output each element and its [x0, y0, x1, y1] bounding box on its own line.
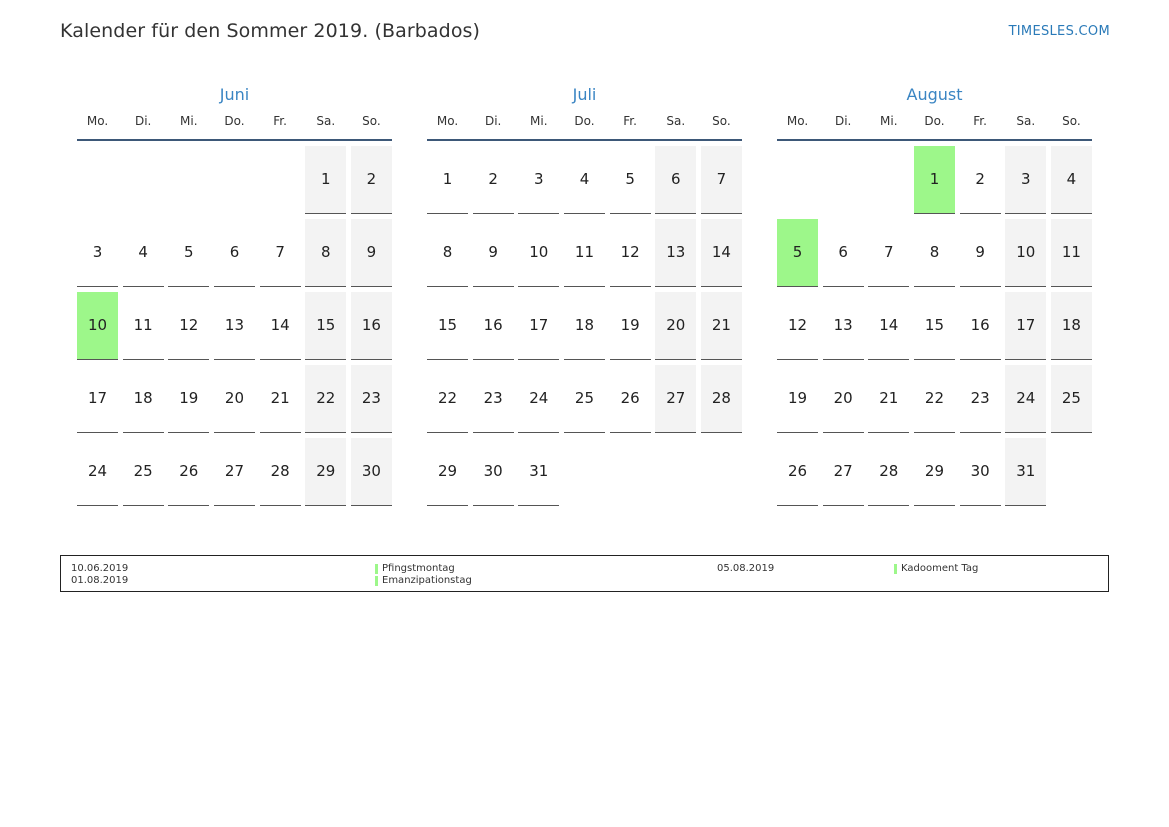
- day-cell: 9: [351, 219, 392, 287]
- weekday-header: [777, 115, 1092, 141]
- day-cell: 8: [305, 219, 346, 287]
- day-cell: 21: [260, 365, 301, 433]
- month-july: [427, 82, 742, 506]
- day-cell-empty: [260, 146, 301, 214]
- day-cell: 11: [564, 219, 605, 287]
- day-cell-empty: [823, 146, 864, 214]
- day-cell: 3: [77, 219, 118, 287]
- day-cell: 22: [305, 365, 346, 433]
- day-cell: 4: [564, 146, 605, 214]
- day-cell: 25: [1051, 365, 1092, 433]
- weekday-label: Fr.: [623, 114, 637, 128]
- legend-dates-right: [717, 563, 774, 575]
- day-cell: 11: [1051, 219, 1092, 287]
- day-cell: 29: [914, 438, 955, 506]
- day-cell: 21: [868, 365, 909, 433]
- legend-names-right: [894, 563, 978, 575]
- month-title: Juni: [219, 85, 250, 104]
- day-cell: 5: [610, 146, 651, 214]
- day-cell: 28: [868, 438, 909, 506]
- day-cell: 15: [305, 292, 346, 360]
- day-cell: 6: [823, 219, 864, 287]
- day-cell: 6: [214, 219, 255, 287]
- weekday-label: Sa.: [316, 114, 336, 128]
- month-title: August: [906, 85, 963, 104]
- day-cell: 13: [214, 292, 255, 360]
- day-cell: 8: [427, 219, 468, 287]
- days-grid: [77, 146, 392, 506]
- day-cell: 14: [701, 219, 742, 287]
- day-cell: 12: [610, 219, 651, 287]
- day-cell: 20: [823, 365, 864, 433]
- weekday-header: [427, 115, 742, 141]
- day-cell-empty: [123, 146, 164, 214]
- day-cell: 12: [168, 292, 209, 360]
- weekday-label: So.: [1062, 114, 1081, 128]
- day-cell: 22: [427, 365, 468, 433]
- day-cell: 25: [123, 438, 164, 506]
- weekday-label: Mo.: [436, 114, 459, 128]
- day-cell-holiday: 10: [77, 292, 118, 360]
- weekday-label: Mi.: [880, 114, 898, 128]
- day-cell-holiday: 5: [777, 219, 818, 287]
- weekday-label: Fr.: [973, 114, 987, 128]
- day-cell: 10: [518, 219, 559, 287]
- day-cell: 28: [260, 438, 301, 506]
- day-cell: 15: [914, 292, 955, 360]
- day-cell: 1: [305, 146, 346, 214]
- day-cell: 29: [427, 438, 468, 506]
- day-cell-empty: [214, 146, 255, 214]
- day-cell: 7: [701, 146, 742, 214]
- legend-date: 01.08.2019: [71, 575, 129, 586]
- weekday-label: So.: [712, 114, 731, 128]
- day-cell: 13: [655, 219, 696, 287]
- day-cell: 1: [427, 146, 468, 214]
- weekday-label: Do.: [924, 114, 945, 128]
- day-cell: 10: [1005, 219, 1046, 287]
- day-cell: 18: [123, 365, 164, 433]
- day-cell: 11: [123, 292, 164, 360]
- weekday-label: Fr.: [273, 114, 287, 128]
- day-cell: 21: [701, 292, 742, 360]
- day-cell: 29: [305, 438, 346, 506]
- day-cell: 14: [868, 292, 909, 360]
- day-cell: 7: [260, 219, 301, 287]
- day-cell-holiday: 1: [914, 146, 955, 214]
- day-cell: 3: [1005, 146, 1046, 214]
- day-cell: 31: [518, 438, 559, 506]
- day-cell: 17: [77, 365, 118, 433]
- day-cell: 2: [351, 146, 392, 214]
- day-cell-empty: [777, 146, 818, 214]
- day-cell: 12: [777, 292, 818, 360]
- day-cell: 27: [823, 438, 864, 506]
- day-cell: 20: [214, 365, 255, 433]
- weekday-label: Mi.: [530, 114, 548, 128]
- day-cell: 25: [564, 365, 605, 433]
- day-cell: 23: [960, 365, 1001, 433]
- weekday-label: So.: [362, 114, 381, 128]
- day-cell: 23: [351, 365, 392, 433]
- day-cell: 9: [473, 219, 514, 287]
- legend-dates-left: [71, 563, 128, 587]
- day-cell: 30: [960, 438, 1001, 506]
- day-cell: 14: [260, 292, 301, 360]
- weekday-label: Mo.: [86, 114, 109, 128]
- weekday-label: Mo.: [786, 114, 809, 128]
- day-cell: 24: [1005, 365, 1046, 433]
- day-cell: 13: [823, 292, 864, 360]
- day-cell: 30: [473, 438, 514, 506]
- day-cell: 19: [168, 365, 209, 433]
- legend-names-left: [375, 563, 472, 587]
- day-cell-empty: [868, 146, 909, 214]
- day-cell: 9: [960, 219, 1001, 287]
- day-cell: 3: [518, 146, 559, 214]
- day-cell-empty: [77, 146, 118, 214]
- legend-date: 10.06.2019: [71, 563, 129, 574]
- day-cell: 16: [351, 292, 392, 360]
- weekday-label: Do.: [224, 114, 245, 128]
- day-cell: 26: [610, 365, 651, 433]
- day-cell: 6: [655, 146, 696, 214]
- day-cell: 17: [518, 292, 559, 360]
- day-cell: 20: [655, 292, 696, 360]
- day-cell: 16: [960, 292, 1001, 360]
- day-cell: 24: [77, 438, 118, 506]
- weekday-label: Di.: [834, 114, 852, 128]
- day-cell: 27: [214, 438, 255, 506]
- day-cell: 2: [960, 146, 1001, 214]
- days-grid: [777, 146, 1092, 506]
- day-cell: 22: [914, 365, 955, 433]
- legend-date: 05.08.2019: [717, 563, 775, 574]
- day-cell: 26: [777, 438, 818, 506]
- day-cell: 27: [655, 365, 696, 433]
- month-june: [77, 82, 392, 506]
- day-cell: 5: [168, 219, 209, 287]
- month-title: Juli: [572, 85, 597, 104]
- day-cell: 16: [473, 292, 514, 360]
- day-cell: 4: [1051, 146, 1092, 214]
- day-cell-empty: [168, 146, 209, 214]
- legend-holiday-name: Emanzipationstag: [375, 575, 472, 587]
- day-cell: 8: [914, 219, 955, 287]
- day-cell: 19: [777, 365, 818, 433]
- weekday-label: Sa.: [1016, 114, 1036, 128]
- day-cell: 2: [473, 146, 514, 214]
- day-cell: 24: [518, 365, 559, 433]
- weekday-label: Di.: [484, 114, 502, 128]
- site-link[interactable]: TIMESLES.COM: [1008, 24, 1110, 39]
- day-cell: 23: [473, 365, 514, 433]
- month-august: [777, 82, 1092, 506]
- day-cell: 4: [123, 219, 164, 287]
- weekday-label: Do.: [574, 114, 595, 128]
- day-cell: 7: [868, 219, 909, 287]
- day-cell: 15: [427, 292, 468, 360]
- holiday-legend: [60, 555, 1109, 592]
- day-cell: 26: [168, 438, 209, 506]
- day-cell: 18: [1051, 292, 1092, 360]
- day-cell: 17: [1005, 292, 1046, 360]
- legend-holiday-name: Kadooment Tag: [894, 563, 978, 575]
- weekday-label: Mi.: [180, 114, 198, 128]
- weekday-header: [77, 115, 392, 141]
- legend-holiday-name: Pfingstmontag: [375, 563, 472, 575]
- days-grid: [427, 146, 742, 506]
- page-title: Kalender für den Sommer 2019. (Barbados): [60, 20, 481, 42]
- day-cell: 31: [1005, 438, 1046, 506]
- weekday-label: Sa.: [666, 114, 686, 128]
- day-cell: 30: [351, 438, 392, 506]
- weekday-label: Di.: [134, 114, 152, 128]
- day-cell: 18: [564, 292, 605, 360]
- day-cell: 28: [701, 365, 742, 433]
- day-cell: 19: [610, 292, 651, 360]
